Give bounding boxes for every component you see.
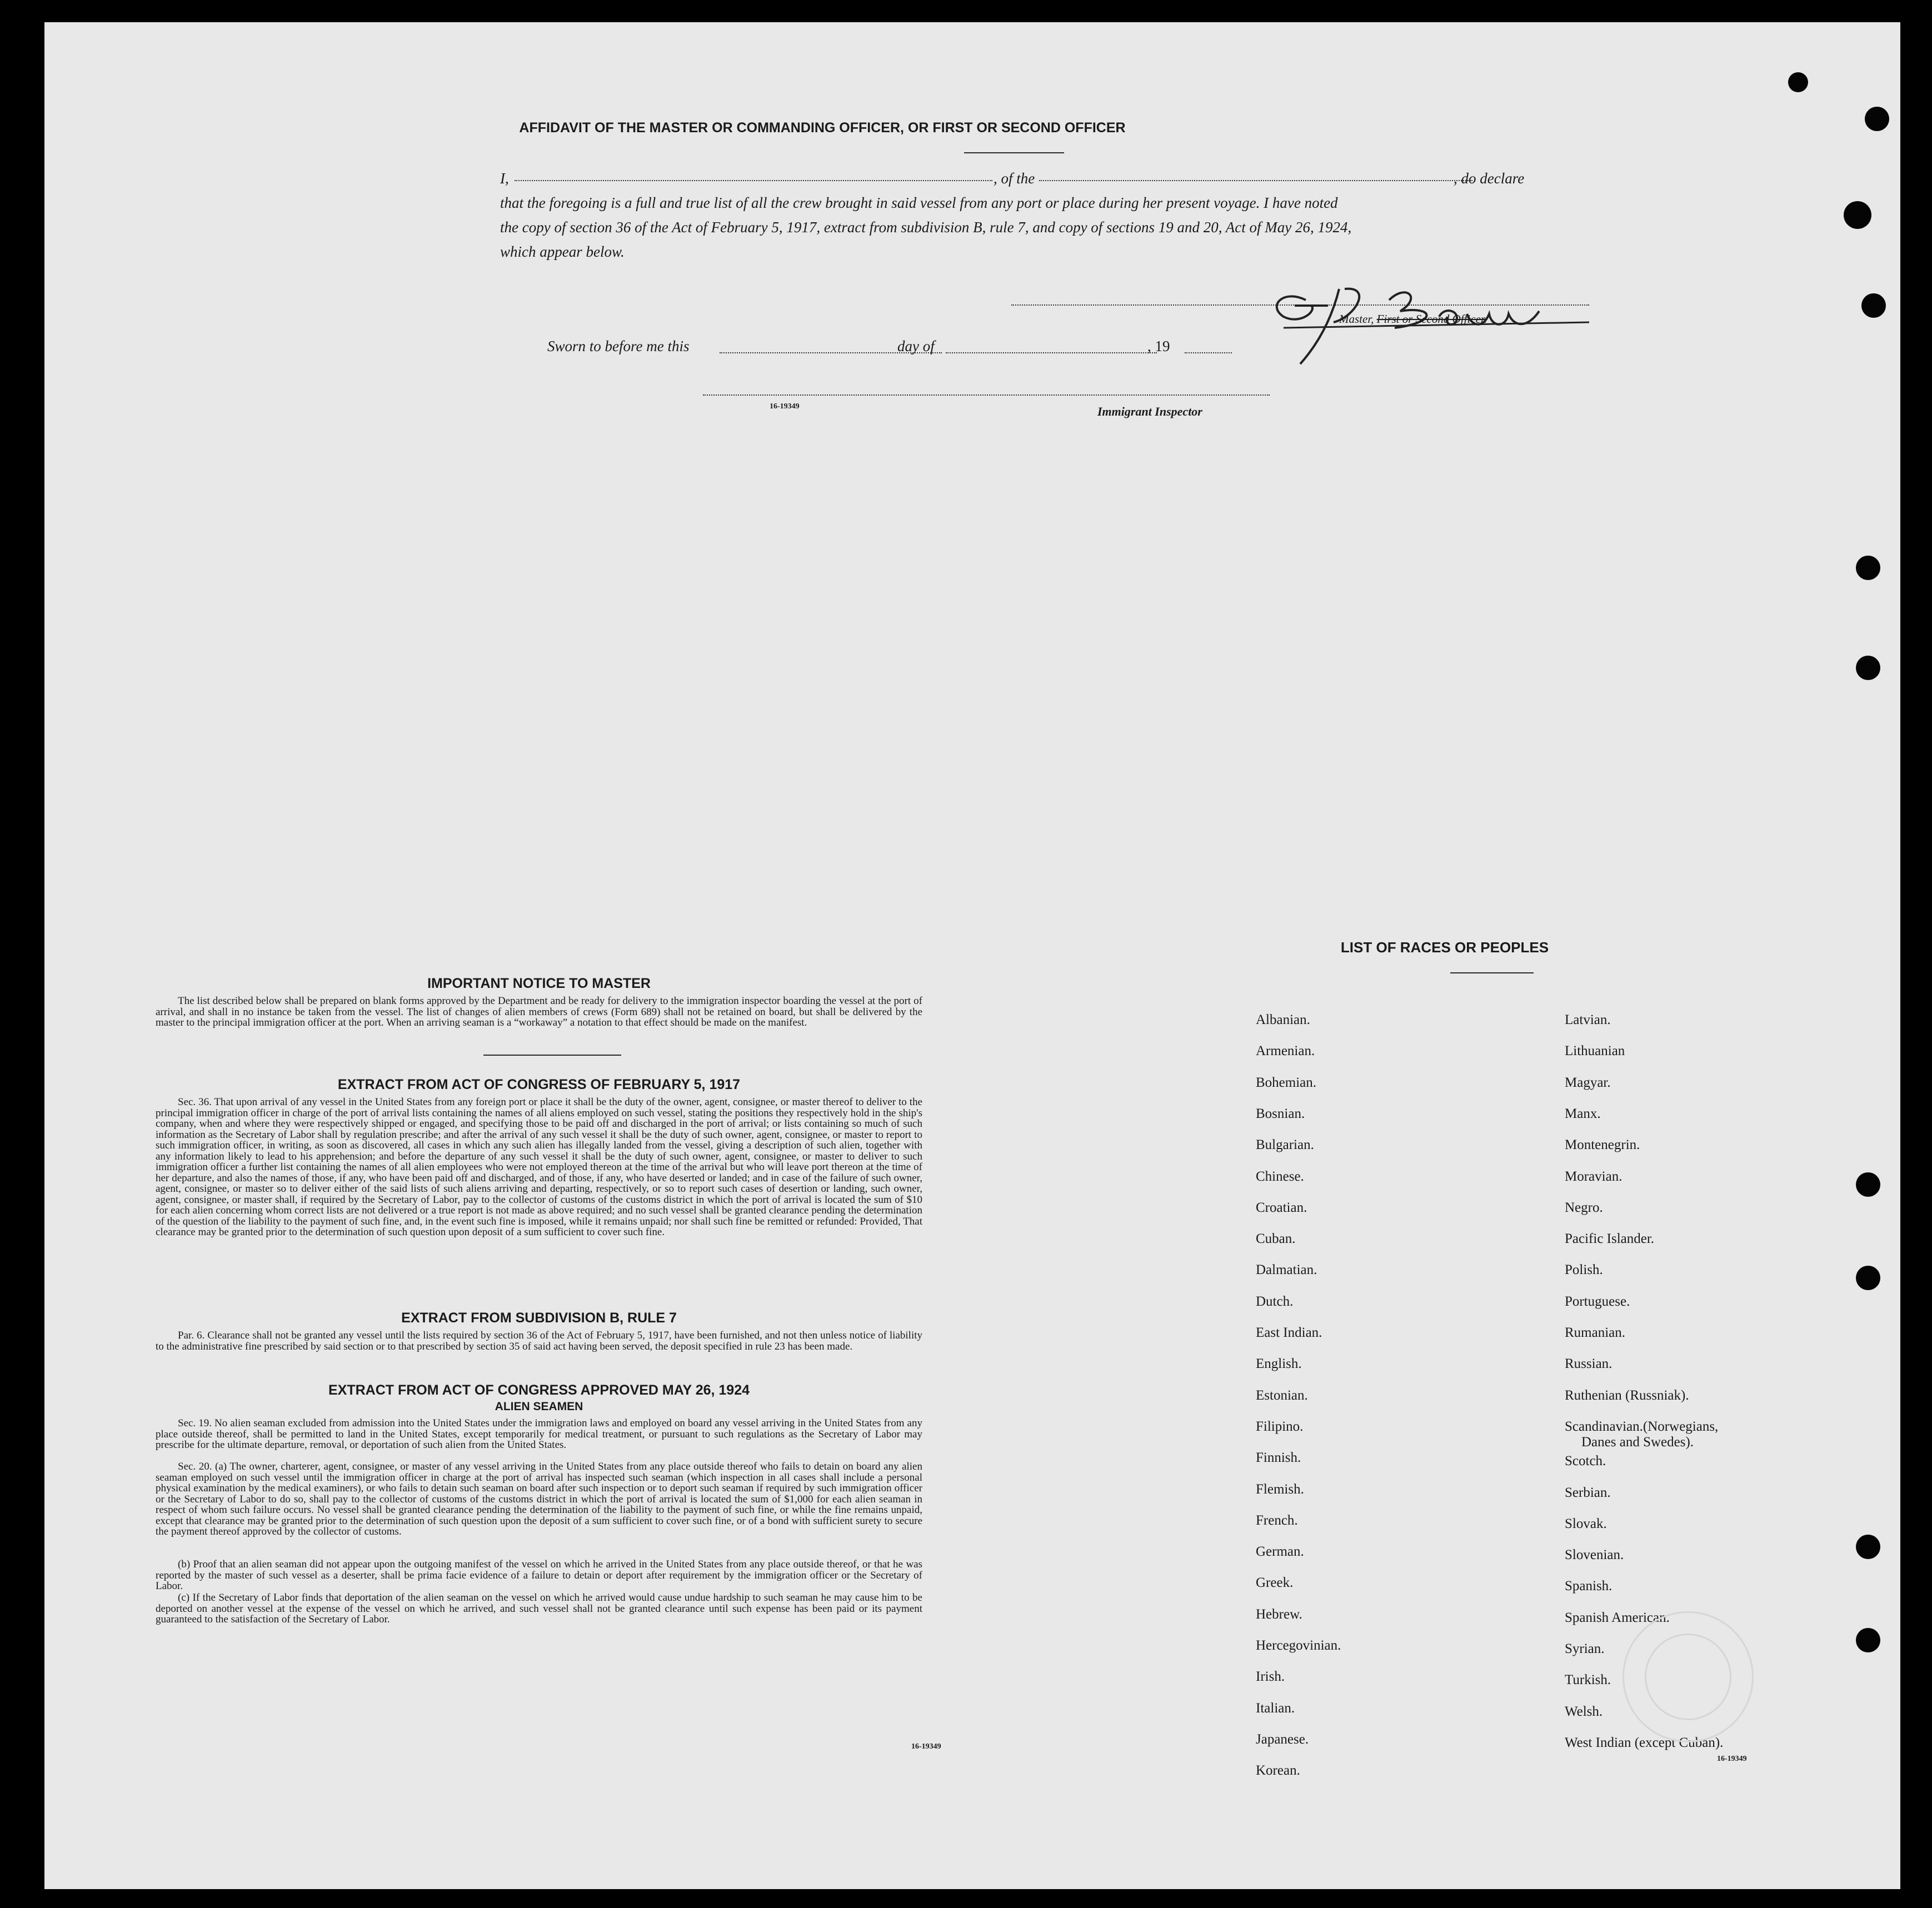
inspector-signature-line[interactable] — [703, 394, 1270, 396]
sworn-label: Sworn to before me this — [547, 338, 690, 354]
race-item: Welsh. — [1565, 1704, 1603, 1719]
punch-hole — [1856, 556, 1880, 580]
race-item: Negro. — [1565, 1200, 1603, 1215]
punch-hole — [1865, 107, 1889, 131]
race-item: Bulgarian. — [1256, 1137, 1314, 1153]
race-item: Rumanian. — [1565, 1325, 1626, 1340]
races-underline — [1450, 972, 1534, 973]
punch-hole — [1788, 72, 1808, 92]
race-item: Greek. — [1256, 1575, 1294, 1591]
race-item: Hebrew. — [1256, 1606, 1302, 1622]
race-item: Cuban. — [1256, 1231, 1296, 1247]
notice-title: IMPORTANT NOTICE TO MASTER — [427, 976, 651, 991]
punch-hole — [1856, 1628, 1880, 1652]
race-item: Italian. — [1256, 1700, 1295, 1716]
race-item: German. — [1256, 1544, 1304, 1560]
master-title: Master, — [1339, 312, 1374, 326]
race-item: Serbian. — [1565, 1485, 1611, 1500]
extract-1917-title: EXTRACT FROM ACT OF CONGRESS OF FEBRUARY 5, 1917 — [337, 1077, 741, 1092]
race-item: French. — [1256, 1512, 1298, 1528]
race-item: Estonian. — [1256, 1387, 1308, 1403]
race-item: Scandinavian.(Norwegians, — [1565, 1418, 1719, 1434]
extract-1924-title: EXTRACT FROM ACT OF CONGRESS APPROVED MAY 26, 1924 — [328, 1382, 750, 1398]
race-item: Flemish. — [1256, 1481, 1304, 1497]
race-item: Magyar. — [1565, 1075, 1611, 1090]
year-label: , 19 — [1147, 338, 1170, 354]
do-declare-label: , do declare — [1454, 170, 1525, 187]
struck-officer-title: First or Second Officer. — [1376, 312, 1487, 326]
race-item: Dalmatian. — [1256, 1262, 1317, 1278]
day-of-label: day of — [897, 338, 935, 354]
races-title: LIST OF RACES OR PEOPLES — [1340, 939, 1549, 956]
race-item: Spanish. — [1565, 1579, 1613, 1594]
affiant-prefix: I, — [500, 170, 509, 187]
sworn-year-field[interactable] — [1185, 352, 1232, 353]
rule7-body: Par. 6. Clearance shall not be granted any vessel until the lists required by section 36 of the Act of February 5, 1917, have been furnished, and not then unless notice of liability to the administrative fine prescribed by said section or to that prescribed by section 35 of said act having been served, the deposit specified in rule 23 has been made. — [156, 1330, 922, 1352]
race-item: Korean. — [1256, 1763, 1300, 1779]
race-item: English. — [1256, 1356, 1302, 1372]
notice-body: The list described below shall be prepared on blank forms approved by the Department and be ready for delivery to the immigration inspector boarding the vessel at the port of arrival, and shall in no instance be taken from the vessel. The list of changes of alien members of crews (Form 689) shall not be retained on board, but shall be delivered by the master to the principal immigration officer at the port. When an arriving seaman is a “workaway” a notation to that effect should be made on the manifest. — [156, 995, 922, 1028]
inspector-label: Immigrant Inspector — [1097, 404, 1202, 418]
vessel-name-field[interactable] — [1039, 180, 1472, 181]
race-item: Manx. — [1565, 1106, 1601, 1121]
race-item: Chinese. — [1256, 1168, 1304, 1184]
master-label — [1339, 312, 1487, 326]
race-item: Syrian. — [1565, 1641, 1605, 1656]
punch-hole — [1856, 1266, 1880, 1290]
sec20a-body: Sec. 20. (a) The owner, charterer, agent, consignee, or master of any vessel arriving in the United States from any place outside thereof who fails to detain on board any alien seaman employed on such vessel until the immigration officer in charge at the port of arrival has inspected such seaman (which inspection in all cases shall include a personal physical examination by the medical examiners), or who fails to detain such seaman on board after such inspection or to deport such seaman if required by such immigration officer or the Secretary of Labor to do so, shall pay to the collector of customs of the customs district in which the port of arrival is located the sum of $1,000 for each alien seaman in respect of whom such failure occurs. No vessel shall be granted clearance pending the determination of the liability to the payment of such fine, or while the fine remains unpaid, except that clearance may be granted prior to the determination of such question upon the deposit of a sum sufficient to cover such fine, or of a bond with sufficient surety to secure the payment thereof approved by the collector of customs. — [156, 1461, 922, 1537]
embossed-seal-inner — [1645, 1634, 1731, 1720]
notice-divider — [483, 1055, 621, 1056]
race-item: Slovenian. — [1565, 1547, 1624, 1563]
race-item: Irish. — [1256, 1669, 1285, 1685]
race-item: Armenian. — [1256, 1043, 1315, 1059]
affiant-name-field[interactable] — [515, 180, 992, 181]
document-page — [44, 22, 1900, 1889]
extract-form-number: 16-19349 — [911, 1742, 941, 1751]
race-item: Spanish American. — [1565, 1610, 1670, 1625]
race-item: Dutch. — [1256, 1293, 1294, 1309]
race-item: Japanese. — [1256, 1731, 1309, 1747]
race-item: Bohemian. — [1256, 1075, 1317, 1090]
extract-1917-body: Sec. 36. That upon arrival of any vessel in the United States from any foreign port or place it shall be the duty of the owner, agent, consignee, or master thereof to deliver to the principal immigration officer in charge of the port of arrival lists containing the names of all aliens employed on such vessel, stating the positions they respectively hold in the ship's company, when and where they were respectively shipped or engaged, and specifying those to be paid off and discharged in the port of arrival; or lists containing so much of such information as the Secretary of Labor shall by regulation prescribe; and after the arrival of any such vessel it shall be the duty of such owner, agent, consignee, or master to report to such immigration officer, in writing, as soon as discovered, all cases in which any such alien has illegally landed from the vessel, giving a description of such alien, together with any information likely to lead to his apprehension; and before the departure of any such vessel it shall be the duty of such owner, agent, consignee, or master to deliver to such immigration officer a further list containing the names of all alien employees who were not employed thereon at the time of the arrival but who will leave port thereon at the time of her departure, and also the names of those, if any, who have been paid off and discharged, and of those, if any, who have deserted or landed; and in case of the failure of such owner, agent, consignee, or master so to deliver either of the said lists of such aliens arriving and departing, respectively, or so to report such cases of desertion or landing, such owner, agent, consignee, or master shall, if required by the Secretary of Labor, pay to the collector of customs of the customs district in which the port of arrival is located the sum of $10 for each alien concerning whom correct lists are not delivered or a true report is not made as above required; and no such vessel shall be granted clearance pending the determination of the question of the liability to the payment of such fine, and, in the event such fine is imposed, while it remains unpaid; nor shall such fine be remitted or refunded: Provided, That clearance may be granted prior to the determination of such question upon deposit of a sum sufficient to cover such fine. — [156, 1096, 922, 1238]
race-item: Moravian. — [1565, 1168, 1623, 1184]
race-item: Montenegrin. — [1565, 1137, 1640, 1153]
punch-hole — [1861, 293, 1886, 318]
race-item: Polish. — [1565, 1262, 1603, 1278]
race-item: Lithuanian — [1565, 1043, 1625, 1059]
race-item: Finnish. — [1256, 1450, 1301, 1466]
rule7-title: EXTRACT FROM SUBDIVISION B, RULE 7 — [401, 1310, 677, 1326]
sec20b-body: (b) Proof that an alien seaman did not appear upon the outgoing manifest of the vessel on which he arrived in the United States from any place outside thereof, or that he was reported by the master of such vessel as a deserter, shall be prima facie evidence of a failure to detain or deport after requirement by the immigration officer or the Secretary of Labor. — [156, 1559, 922, 1592]
race-item: Slovak. — [1565, 1516, 1607, 1531]
race-item: Turkish. — [1565, 1672, 1611, 1688]
race-item: Pacific Islander. — [1565, 1231, 1655, 1247]
title-underline — [964, 152, 1064, 153]
affidavit-title: AFFIDAVIT OF THE MASTER OR COMMANDING OFFICER, OR FIRST OR SECOND OFFICER — [519, 120, 1126, 136]
affidavit-line-2: that the foregoing is a full and true list of all the crew brought in said vessel from any port or place during her present voyage. I have noted — [500, 194, 1338, 211]
race-item: Danes and Swedes). — [1581, 1434, 1694, 1450]
race-item: Scotch. — [1565, 1454, 1606, 1469]
races-form-number: 16-19349 — [1717, 1755, 1747, 1763]
race-item: Hercegovinian. — [1256, 1638, 1341, 1653]
punch-hole — [1856, 656, 1880, 680]
punch-hole — [1856, 1535, 1880, 1559]
race-item: Russian. — [1565, 1356, 1613, 1372]
race-item: Latvian. — [1565, 1012, 1611, 1027]
race-item: Portuguese. — [1565, 1293, 1630, 1309]
race-item: East Indian. — [1256, 1325, 1322, 1340]
sworn-month-field[interactable] — [946, 352, 1157, 353]
race-item: Bosnian. — [1256, 1106, 1305, 1121]
of-the-label: , of the — [994, 170, 1035, 187]
punch-hole — [1844, 201, 1871, 229]
race-item: Filipino. — [1256, 1418, 1304, 1434]
race-item: Croatian. — [1256, 1200, 1307, 1215]
race-item: Ruthenian (Russniak). — [1565, 1387, 1689, 1403]
affidavit-form-number: 16-19349 — [770, 402, 800, 411]
race-item: West Indian (except Cuban). — [1565, 1735, 1724, 1750]
punch-hole — [1856, 1172, 1880, 1197]
sec19-body: Sec. 19. No alien seaman excluded from admission into the United States under the immigration laws and employed on board any vessel arriving in the United States from any place outside thereof, shall be permitted to land in the United States, except temporarily for medical treatment, or pursuant to such regulations as the Secretary of Labor may prescribe for the ultimate departure, removal, or deportation of such alien from the United States. — [156, 1417, 922, 1451]
alien-seamen-subtitle: ALIEN SEAMEN — [495, 1400, 583, 1413]
affidavit-line-3: the copy of section 36 of the Act of February 5, 1917, extract from subdivision B, rule 7, and copy of sections 19 and 20, Act of May 26, 1924, — [500, 219, 1352, 236]
race-item: Albanian. — [1256, 1012, 1310, 1027]
affidavit-line-4: which appear below. — [500, 243, 625, 260]
sec20c-body: (c) If the Secretary of Labor finds that deportation of the alien seaman on the vessel on which he arrived would cause undue hardship to such seaman he may cause him to be deported on another vessel at the expense of the vessel on which he arrived, and such vessel shall not be granted clearance until such expense has been paid or its payment guaranteed to the satisfaction of the Secretary of Labor. — [156, 1592, 922, 1625]
